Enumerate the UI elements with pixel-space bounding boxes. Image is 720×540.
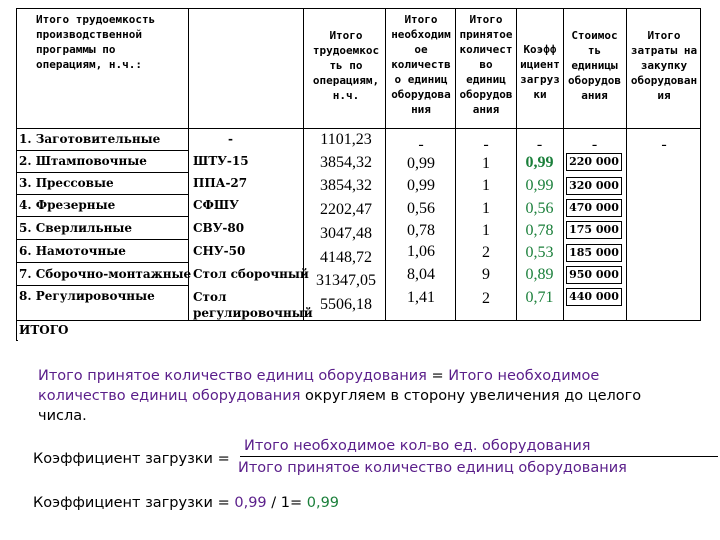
table-border xyxy=(16,340,18,341)
table-border xyxy=(16,8,17,340)
row-price: 470 000 xyxy=(566,199,622,217)
row-op: 6. Намоточные xyxy=(19,244,126,258)
row-need: - xyxy=(418,136,424,153)
formula-numerator: Итого необходимое кол-во ед. оборудования xyxy=(244,438,591,454)
row-labor: 5506,18 xyxy=(320,296,372,313)
row-need: 1,06 xyxy=(407,243,435,260)
row-coef: 0,99 xyxy=(525,154,554,171)
row-price: - xyxy=(591,136,598,153)
row-labor: 4148,72 xyxy=(320,249,372,266)
row-accepted: 1 xyxy=(482,222,490,239)
table-border xyxy=(16,150,188,151)
row-coef: 0,89 xyxy=(525,266,554,283)
row-labor: 3854,32 xyxy=(320,177,372,194)
table-border xyxy=(16,320,701,321)
row-need: 0,99 xyxy=(407,155,435,172)
row-coef: 0,53 xyxy=(525,244,554,261)
row-total: - xyxy=(661,136,667,153)
row-op: 4. Фрезерные xyxy=(19,198,116,212)
row-need: 0,78 xyxy=(407,222,435,239)
row-need: 8,04 xyxy=(407,266,435,283)
row-accepted: 1 xyxy=(482,155,490,172)
table-border xyxy=(16,262,188,263)
footer-total-label: ИТОГО xyxy=(19,323,69,337)
row-need: 0,56 xyxy=(407,200,435,217)
table-border xyxy=(16,194,188,195)
row-accepted: 2 xyxy=(482,290,490,307)
row-op: 3. Прессовые xyxy=(19,176,114,190)
table-border xyxy=(16,172,188,173)
table-border xyxy=(16,285,188,286)
row-equip: СНУ-50 xyxy=(193,244,246,258)
header-col3: Итого трудоемкос ть по операциям, н.ч. xyxy=(312,29,380,102)
row-equip: - xyxy=(228,132,233,146)
row-need: 0,99 xyxy=(407,177,435,194)
row-coef: 0,78 xyxy=(525,222,554,239)
row-labor: 3047,48 xyxy=(320,225,372,242)
row-accepted: 1 xyxy=(482,200,490,217)
table-border xyxy=(16,128,701,129)
row-equip: Стол регулировочный xyxy=(193,290,313,320)
row-accepted: 9 xyxy=(482,266,490,283)
fraction-line xyxy=(240,456,718,457)
row-op: 5. Сверлильные xyxy=(19,221,133,235)
header-col6: Коэфф ициент загруз ки xyxy=(520,43,560,101)
table-border xyxy=(16,239,188,240)
row-coef: - xyxy=(536,136,543,153)
rounding-rule-text: Итого принятое количество единиц оборудования = Итого необходимое количество единиц оборудования округляем в сторону увеличения до целого числа. xyxy=(38,368,642,424)
row-labor: 31347,05 xyxy=(316,272,376,289)
row-equip: Стол сборочный xyxy=(193,267,309,281)
row-need: 1,41 xyxy=(407,289,435,306)
table-border xyxy=(16,8,701,9)
row-price: 175 000 xyxy=(566,221,622,239)
formula-denominator: Итого принятое количество единиц оборудования xyxy=(238,460,627,476)
row-labor: 2202,47 xyxy=(320,201,372,218)
row-equip: СВУ-80 xyxy=(193,221,245,235)
row-op: 7. Сборочно-монтажные xyxy=(19,267,192,281)
header-col7: Стоимос ть единицы оборудов ания xyxy=(568,29,621,102)
header-col5: Итого принятое количест во единиц оборудов ания xyxy=(459,13,513,116)
row-op: 2. Штамповочные xyxy=(19,154,147,168)
row-coef: 0,71 xyxy=(525,289,554,306)
row-labor: 1101,23 xyxy=(320,131,372,148)
formula-example: Коэффициент загрузки = 0,99 / 1= 0,99 xyxy=(33,495,340,511)
row-labor: 3854,32 xyxy=(320,154,372,171)
row-op: 8. Регулировочные xyxy=(19,289,155,303)
row-coef: 0,99 xyxy=(525,177,554,194)
row-price: 440 000 xyxy=(566,288,622,306)
row-coef: 0,56 xyxy=(525,200,554,217)
header-col4: Итого необходим ое количеств о единиц оборудова ния xyxy=(391,13,451,116)
row-price: 220 000 xyxy=(566,153,622,171)
header-col8: Итого затраты на закупку оборудован ия xyxy=(630,29,698,102)
row-price: 185 000 xyxy=(566,244,622,262)
row-accepted: 1 xyxy=(482,177,490,194)
formula-lhs: Коэффициент загрузки = xyxy=(33,451,230,467)
header-col1: Итого трудоемкость производственной программы по операциям, н.ч.: xyxy=(36,13,156,71)
row-price: 320 000 xyxy=(566,177,622,195)
row-equip: СФШУ xyxy=(193,198,239,212)
table-border xyxy=(16,216,188,217)
row-accepted: - xyxy=(483,136,489,153)
row-equip: ШТУ-15 xyxy=(193,154,249,168)
row-op: 1. Заготовительные xyxy=(19,132,161,146)
row-accepted: 2 xyxy=(482,244,490,261)
row-equip: ППА-27 xyxy=(193,176,248,190)
row-price: 950 000 xyxy=(566,266,622,284)
